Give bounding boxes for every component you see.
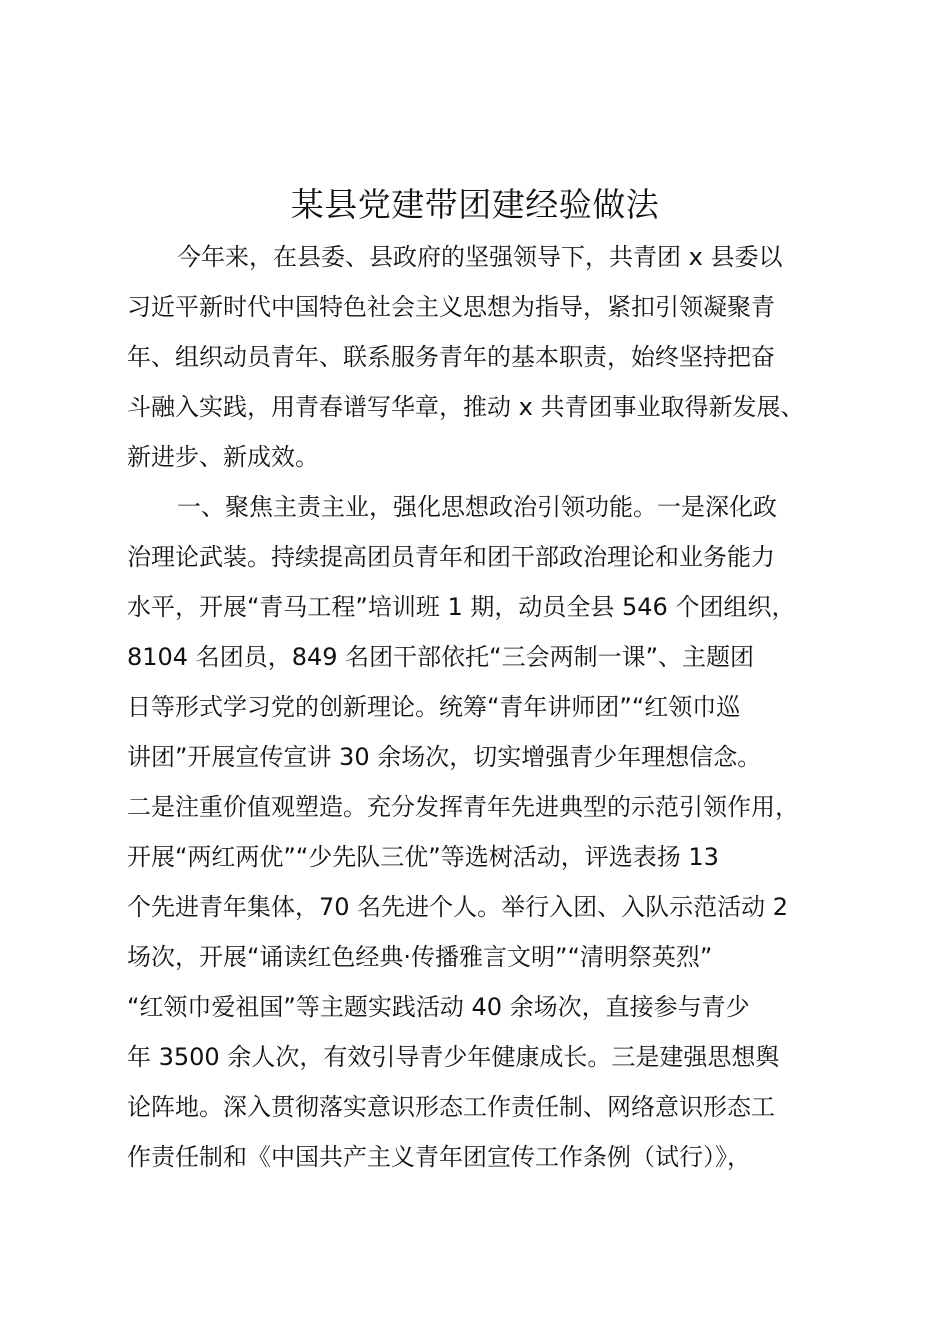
text-line: 论阵地。深入贯彻落实意识形态工作责任制、网络意识形态工 [127, 1093, 775, 1121]
text-line: 习近平新时代中国特色社会主义思想为指导，紧扣引领凝聚青 [127, 293, 775, 321]
text-line: 开展“两红两优”“少先队三优”等选树活动，评选表扬 13 [127, 843, 719, 871]
text-line: 今年来，在县委、县政府的坚强领导下，共青团 x 县委以 [177, 243, 783, 271]
text-line: 二是注重价值观塑造。充分发挥青年先进典型的示范引领作用， [127, 793, 799, 821]
text-line: 斗融入实践，用青春谱写华章，推动 x 共青团事业取得新发展、 [127, 393, 805, 421]
text-line: “红领巾爱祖国”等主题实践活动 40 余场次，直接参与青少 [127, 993, 750, 1021]
text-line: 日等形式学习党的创新理论。统筹“青年讲师团”“红领巾巡 [127, 693, 741, 721]
text-line: 年、组织动员青年、联系服务青年的基本职责，始终坚持把奋 [127, 343, 775, 371]
text-line: 场次，开展“诵读红色经典·传播雅言文明”“清明祭英烈” [127, 943, 713, 971]
text-line: 个先进青年集体，70 名先进个人。举行入团、入队示范活动 2 [127, 893, 789, 921]
text-line: 年 3500 余人次，有效引导青少年健康成长。三是建强思想舆 [127, 1043, 780, 1071]
text-line: 水平，开展“青马工程”培训班 1 期，动员全县 546 个团组织， [127, 593, 796, 621]
text-line: 治理论武装。持续提高团员青年和团干部政治理论和业务能力 [127, 543, 775, 571]
document-body [127, 232, 837, 1182]
text-line: 作责任制和《中国共产主义青年团宣传工作条例（试行）》， [127, 1143, 751, 1171]
document-title: 某县党建带团建经验做法 [290, 185, 660, 224]
text-line: 8104 名团员，849 名团干部依托“三会两制一课”、主题团 [127, 643, 755, 671]
text-line: 新进步、新成效。 [127, 443, 319, 471]
text-line: 一、聚焦主责主业，强化思想政治引领功能。一是深化政 [177, 493, 777, 521]
text-line: 讲团”开展宣传宣讲 30 余场次，切实增强青少年理想信念。 [127, 743, 762, 771]
